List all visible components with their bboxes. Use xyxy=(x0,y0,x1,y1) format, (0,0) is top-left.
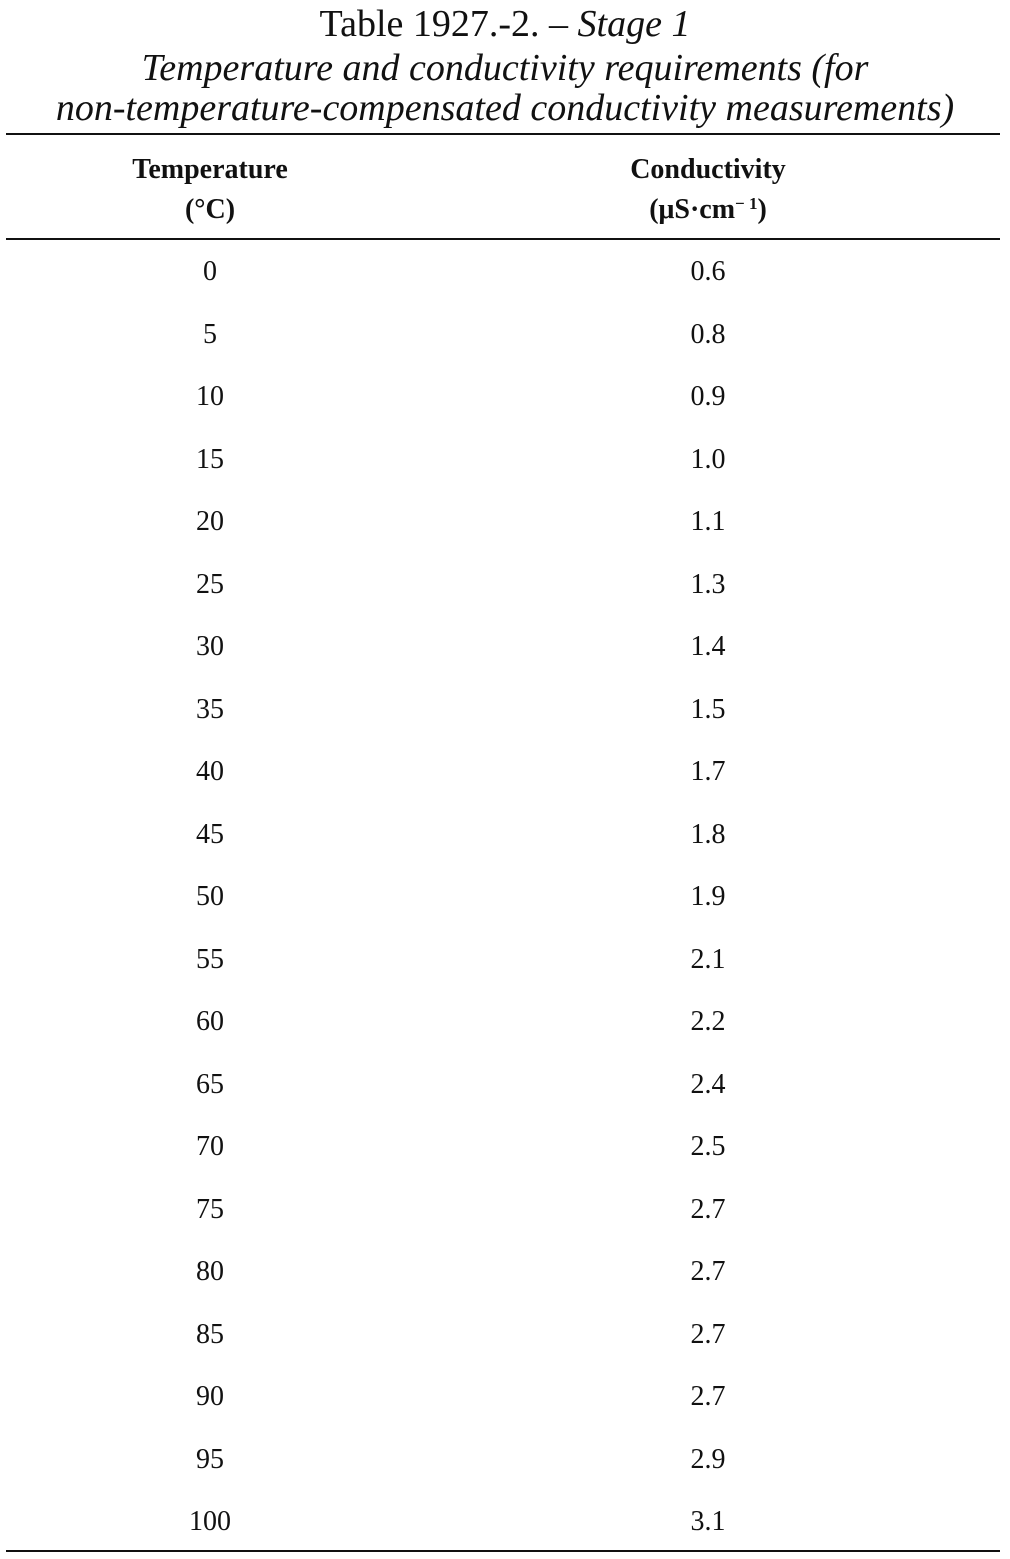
cell-conductivity: 1.9 xyxy=(690,881,726,912)
cell-conductivity: 1.4 xyxy=(690,631,726,662)
cell-conductivity: 2.1 xyxy=(690,944,726,975)
cell-temperature: 20 xyxy=(196,506,224,537)
cell-temperature: 60 xyxy=(196,1006,224,1037)
cell-conductivity: 2.2 xyxy=(690,1006,726,1037)
cell-temperature: 80 xyxy=(196,1256,224,1287)
header-temperature-unit: (°C) xyxy=(184,194,236,225)
cell-conductivity: 2.9 xyxy=(690,1444,726,1475)
cell-conductivity: 1.3 xyxy=(690,569,726,600)
cell-temperature: 35 xyxy=(196,694,224,725)
cell-temperature: 10 xyxy=(196,381,224,412)
table-top-rule xyxy=(6,133,1000,135)
cell-conductivity: 0.8 xyxy=(690,319,726,350)
cell-temperature: 5 xyxy=(203,319,217,350)
table-caption-line-3: non-temperature-compensated conductivity measurements) xyxy=(55,87,955,129)
header-rule xyxy=(6,238,1000,240)
cell-temperature: 75 xyxy=(196,1194,224,1225)
unit-suffix: ) xyxy=(757,194,767,225)
cell-temperature: 65 xyxy=(196,1069,224,1100)
cell-temperature: 100 xyxy=(189,1506,231,1537)
cell-conductivity: 1.0 xyxy=(690,444,726,475)
cell-temperature: 70 xyxy=(196,1131,224,1162)
cell-temperature: 85 xyxy=(196,1319,224,1350)
cell-conductivity: 2.5 xyxy=(690,1131,726,1162)
cell-conductivity: 1.1 xyxy=(690,506,726,537)
cell-conductivity: 2.7 xyxy=(690,1256,726,1287)
cell-conductivity: 3.1 xyxy=(690,1506,726,1537)
cell-conductivity: 2.7 xyxy=(690,1381,726,1412)
cell-temperature: 30 xyxy=(196,631,224,662)
cell-temperature: 55 xyxy=(196,944,224,975)
table-caption-title xyxy=(0,4,1010,44)
header-conductivity xyxy=(558,150,858,230)
unit-exponent: − 1 xyxy=(735,194,758,213)
header-temperature xyxy=(60,150,360,230)
cell-temperature: 50 xyxy=(196,881,224,912)
header-conductivity-label: Conductivity xyxy=(630,154,786,185)
table-stage: Stage 1 xyxy=(577,3,691,45)
cell-temperature: 15 xyxy=(196,444,224,475)
cell-conductivity: 0.6 xyxy=(690,256,726,287)
header-conductivity-unit xyxy=(558,190,858,230)
cell-conductivity: 1.5 xyxy=(690,694,726,725)
cell-conductivity: 1.7 xyxy=(690,756,726,787)
header-temperature-label: Temperature xyxy=(132,154,288,185)
cell-conductivity: 2.7 xyxy=(690,1194,726,1225)
cell-temperature: 25 xyxy=(196,569,224,600)
cell-temperature: 40 xyxy=(196,756,224,787)
unit-prefix: (μS·cm xyxy=(649,194,736,225)
cell-conductivity: 2.4 xyxy=(690,1069,726,1100)
cell-conductivity: 1.8 xyxy=(690,819,726,850)
cell-conductivity: 2.7 xyxy=(690,1319,726,1350)
cell-temperature: 95 xyxy=(196,1444,224,1475)
table-caption-line-2: Temperature and conductivity requirements (for xyxy=(141,47,869,89)
cell-temperature: 0 xyxy=(203,256,217,287)
cell-conductivity: 0.9 xyxy=(690,381,726,412)
table-bottom-rule xyxy=(6,1550,1000,1552)
table-number: Table 1927.-2. – xyxy=(319,3,578,45)
cell-temperature: 90 xyxy=(196,1381,224,1412)
cell-temperature: 45 xyxy=(196,819,224,850)
